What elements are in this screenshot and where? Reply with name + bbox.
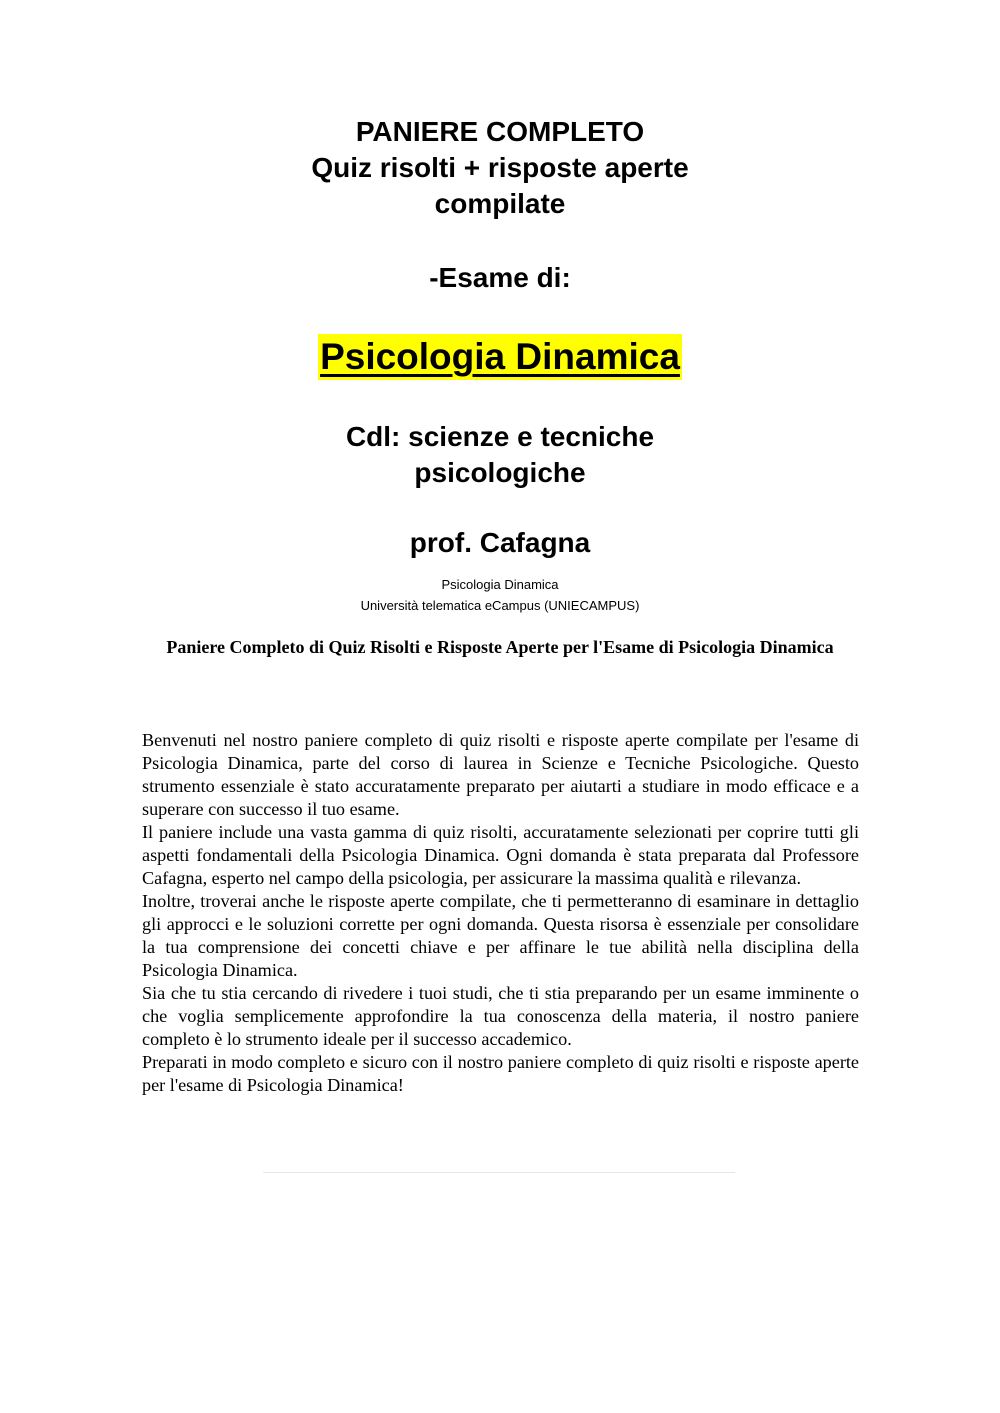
subject-highlighted: Psicologia Dinamica (318, 334, 682, 380)
paragraph-4: Sia che tu stia cercando di rivedere i tuoi studi, che ti stia preparando per un esame imminente o che voglia semplicemente approfondire la tua conoscenza della materia, il nostro paniere completo è lo strumento ideale per il successo accademico. (142, 983, 859, 1049)
exam-label: -Esame di: (429, 262, 571, 293)
meta-university: Università telematica eCampus (UNIECAMPUS) (360, 598, 640, 613)
document-title: Paniere Completo di Quiz Risolti e Risposte Aperte per l'Esame di Psicologia Dinamica (166, 637, 834, 657)
professor-name: prof. Cafagna (409, 527, 591, 558)
course-line-2: psicologiche (414, 457, 586, 488)
header-line-1: PANIERE COMPLETO (355, 116, 645, 147)
paragraph-3: Inoltre, troverai anche le risposte aperte compilate, che ti permetteranno di esaminare in dettaglio gli approcci e le soluzioni corrette per ogni domanda. Questa risorsa è essenziale per consolidare la tua comprensione dei concetti chiave e per affinare le tue abilità nella disciplina della Psicologia Dinamica. (142, 891, 859, 980)
meta-course-name: Psicologia Dinamica (441, 577, 559, 592)
paragraph-2: Il paniere include una vasta gamma di quiz risolti, accuratamente selezionati per coprire tutti gli aspetti fondamentali della Psicologia Dinamica. Ogni domanda è stata preparata dal Professore Cafagna, esperto nel campo della psicologia, per assicurare la massima qualità e rilevanza. (142, 822, 859, 888)
course-line-1: Cdl: scienze e tecniche (345, 421, 655, 452)
subject-heading (0, 334, 1000, 390)
header-line-2: Quiz risolti + risposte aperte (311, 152, 689, 183)
paragraph-1: Benvenuti nel nostro paniere completo di quiz risolti e risposte aperte compilate per l'esame di Psicologia Dinamica, parte del corso di laurea in Scienze e Tecniche Psicologiche. Questo strumento essenziale è stato accuratamente preparato per aiutarti a studiare in modo efficace e a superare con successo il tuo esame. (142, 730, 859, 819)
document-header (0, 114, 1000, 222)
header-line-3: compilate (434, 188, 566, 219)
document-meta (0, 574, 1000, 616)
paragraph-5: Preparati in modo completo e sicuro con il nostro paniere completo di quiz risolti e risposte aperte per l'esame di Psicologia Dinamica! (142, 1052, 859, 1095)
separator-line (263, 1172, 735, 1173)
course-name (0, 419, 1000, 491)
body-text (142, 729, 859, 1097)
